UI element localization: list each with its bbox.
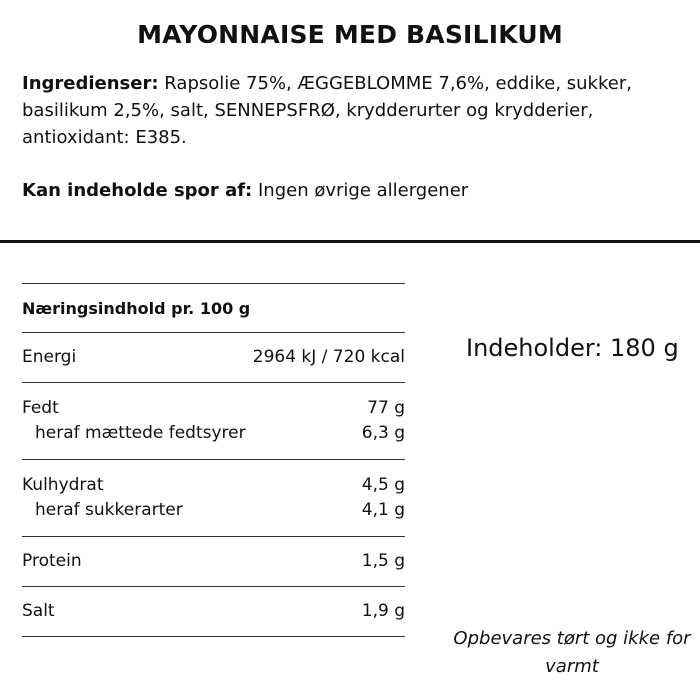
table-row — [22, 599, 405, 624]
energy-value: 2964 kJ / 720 kcal — [252, 347, 405, 367]
fat-group — [22, 383, 405, 459]
sugars-value: 4,1 g — [361, 500, 405, 520]
table-row — [22, 396, 405, 421]
carbs-group — [22, 460, 405, 536]
product-title: MAYONNAISE MED BASILIKUM — [137, 20, 563, 49]
table-row — [22, 473, 405, 498]
salt-group — [22, 587, 405, 636]
allergens-text — [22, 177, 662, 204]
saturated-value: 6,3 g — [361, 423, 405, 443]
table-row — [22, 421, 405, 446]
ingredients-list: Rapsolie 75%, ÆGGEBLOMME 7,6%, eddike, sukker, basilikum 2,5%, salt, SENNEPSFRØ, krydderurter og krydderier, antioxidant: E385. — [22, 73, 632, 148]
nutrition-header: Næringsindhold pr. 100 g — [22, 298, 251, 318]
protein-label: Protein — [22, 551, 82, 571]
saturated-label: heraf mættede fedtsyrer — [35, 423, 246, 443]
protein-value: 1,5 g — [361, 551, 405, 571]
table-row — [22, 498, 405, 523]
fat-label: Fedt — [22, 398, 59, 418]
salt-label: Salt — [22, 601, 55, 621]
salt-value: 1,9 g — [361, 601, 405, 621]
net-contents: Indeholder: 180 g — [466, 334, 679, 362]
energy-label: Energi — [22, 347, 77, 367]
allergens-label: Kan indeholde spor af: — [22, 180, 253, 201]
ingredients-text — [22, 70, 662, 151]
allergens-value: Ingen øvrige allergener — [257, 180, 469, 201]
carbs-label: Kulhydrat — [22, 475, 104, 495]
protein-group — [22, 537, 405, 586]
carbs-value: 4,5 g — [361, 475, 405, 495]
table-row — [22, 345, 405, 370]
nutrition-table — [22, 283, 405, 637]
fat-value: 77 g — [367, 398, 405, 418]
section-divider — [0, 240, 700, 243]
table-rule — [22, 636, 405, 637]
table-row — [22, 549, 405, 574]
sugars-label: heraf sukkerarter — [35, 500, 183, 520]
storage-instructions: Opbevares tørt og ikke for varmt — [453, 628, 691, 677]
energy-group — [22, 333, 405, 382]
ingredients-label: Ingredienser: — [22, 73, 159, 94]
